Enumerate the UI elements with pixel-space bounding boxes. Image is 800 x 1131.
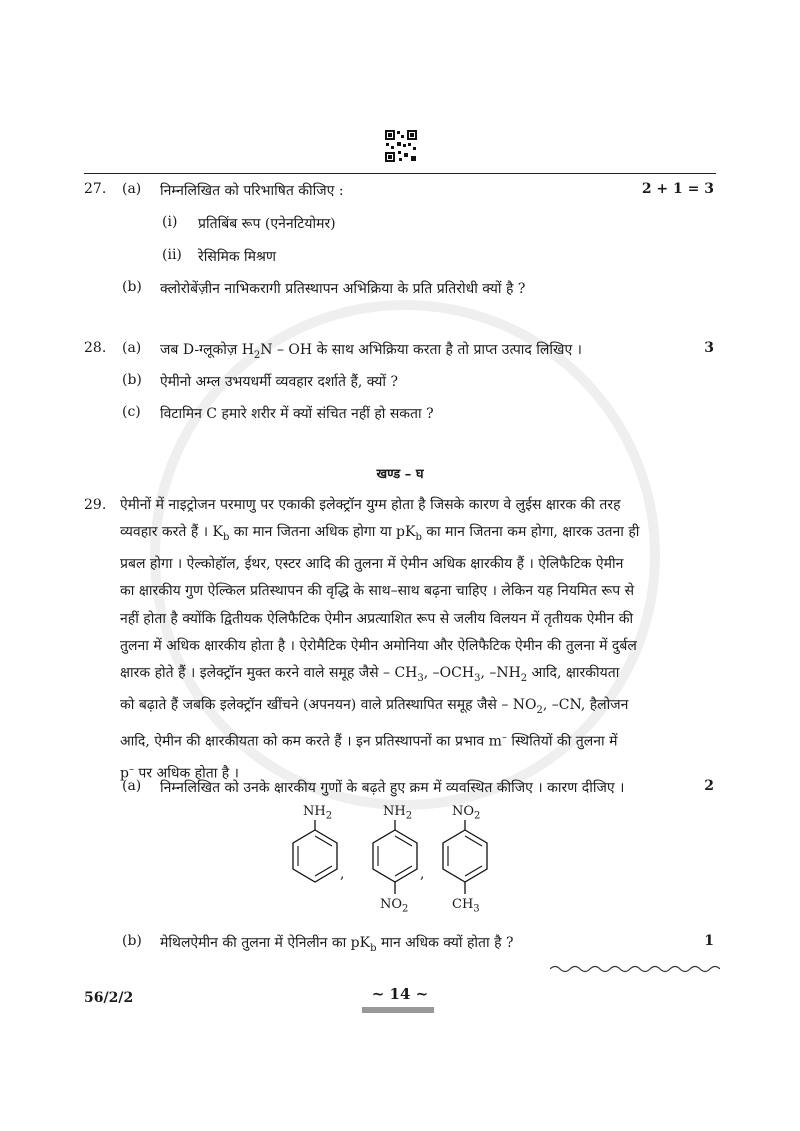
question-number: 27. — [84, 181, 107, 197]
question-text: ऐमीनो अम्ल उभयधर्मी व्यवहार दर्शाते हैं, क्यों ? — [160, 374, 399, 390]
header-rule — [84, 173, 716, 174]
group-label: $NH_2$ — [383, 804, 413, 822]
page-number-bar — [362, 1007, 434, 1013]
page-number: ~ 14 ~ — [371, 985, 429, 1003]
passage: ऐमीनों में नाइट्रोजन परमाणु पर एकाकी इलेक्ट्रॉन युग्म होता है जिसके कारण वे लुईस क्षारक की तरह व्यवहार करते हैं । $K_b$ का मान जितना अधिक होगा या $pK_b$ का मान जितना कम होगा, क्षारक उतना ही प्रबल होगा । ऐल्कोहॉल, ईथर, एस्टर आदि की तुलना में ऐमीन अधिक क्षारकीय हैं । ऐलिफैटिक ऐमीन का क्षारकीय गुण ऐल्किल प्रतिस्थापन की वृद्धि के साथ–साथ बढ़ना चाहिए । लेकिन यह नियमित रूप से नहीं होता है क्योंकि द्वितीयक ऐलिफैटिक ऐमीन अप्रत्याशित रूप से जलीय विलयन में तृतीयक ऐमीन की तुलना में अधिक क्षारकीय होता है । ऐरोमैटिक ऐमीन अमोनिया और ऐलिफैटिक ऐमीन की तुलना में दुर्बल क्षारक होते हैं । इलेक्ट्रॉन मुक्त करने वाले समूह जैसे – $CH_3$, $-OCH_3$, $-NH_2$ आदि, क्षारकीयता को बढ़ाते हैं जबकि इलेक्ट्रॉन खींचने (अपनयन) वाले प्रतिस्थापित समूह जैसे – $NO_2$, –CN, हैलोजन आदि, ऐमीन की क्षारकीयता को कम करते हैं । इन प्रतिस्थापनों का प्रभाव m– स्थितियों की तुलना में p– पर अधिक होता है । — [120, 497, 640, 782]
question-text: क्लोरोबेंज़ीन नाभिकरागी प्रतिस्थापन अभिक्रिया के प्रति प्रतिरोधी क्यों है ? — [160, 281, 526, 297]
sub-label: (i) — [162, 214, 178, 230]
sub-label: (b) — [122, 372, 142, 388]
group-label: $CH_3$ — [452, 897, 480, 915]
marks: 3 — [704, 340, 714, 356]
question-number: 28. — [84, 340, 107, 356]
question-text: प्रतिबिंब रूप (एनेनटियोमर) — [198, 216, 336, 232]
question-text: मेथिलऐमीन की तुलना में ऐनिलीन का $pK_b$ मान अधिक क्यों होता है ? — [160, 935, 514, 954]
sub-label: (b) — [122, 279, 142, 295]
sub-label: (b) — [122, 933, 142, 949]
p-nitroaniline-structure — [373, 820, 417, 894]
separator-comma: , — [340, 866, 345, 882]
marks: 2 + 1 = 3 — [641, 181, 714, 197]
group-label: $NH_2$ — [303, 804, 333, 822]
p-nitrotoluene-structure — [443, 820, 487, 894]
marks: 2 — [704, 778, 714, 794]
sub-label: (c) — [122, 404, 141, 420]
section-title: खण्ड – घ — [376, 467, 424, 482]
question-text: जब D-ग्लूकोज़ $H_2N$ – OH के साथ अभिक्रिया करता है तो प्राप्त उत्पाद लिखिए । — [160, 342, 582, 361]
group-label: $NO_2$ — [380, 897, 409, 915]
separator-comma: , — [420, 866, 425, 882]
sub-label: (a) — [122, 778, 142, 794]
marks: 1 — [704, 933, 714, 949]
question-number: 29. — [84, 497, 107, 513]
paper-code: 56/2/2 — [84, 990, 134, 1006]
sub-label: (a) — [122, 181, 142, 197]
qr-code-icon — [384, 129, 418, 163]
sub-label: (ii) — [162, 247, 182, 263]
sub-label: (a) — [122, 340, 142, 356]
question-text: निम्नलिखित को परिभाषित कीजिए : — [160, 183, 344, 199]
aniline-structure — [293, 820, 337, 882]
end-wavy-line — [550, 964, 720, 974]
question-text: विटामिन C हमारे शरीर में क्यों संचित नहीं हो सकता ? — [160, 406, 434, 422]
group-label: $NO_2$ — [452, 804, 481, 822]
question-text: रेसिमिक मिश्रण — [198, 249, 277, 265]
question-text: निम्नलिखित को उनके क्षारकीय गुणों के बढ़ते हुए क्रम में व्यवस्थित कीजिए । कारण दीजिए । — [160, 780, 625, 796]
